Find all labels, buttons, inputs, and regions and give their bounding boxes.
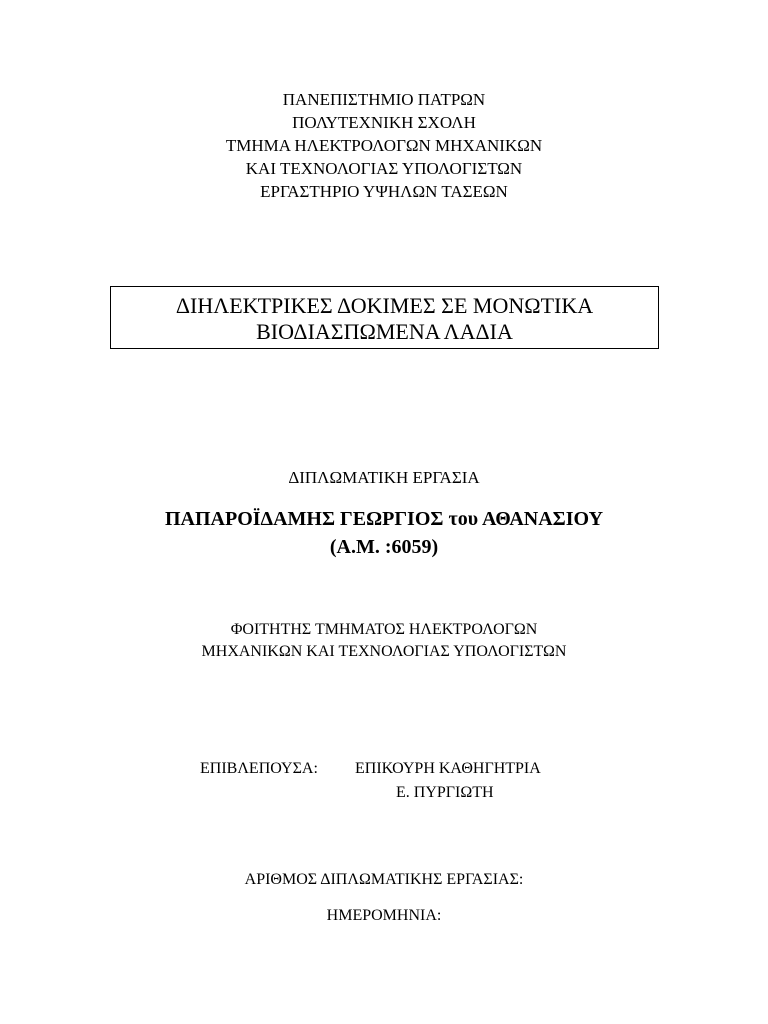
school-name: ΠΟΛΥΤΕΧΝΙΚΗ ΣΧΟΛΗ — [292, 113, 476, 132]
laboratory-name: ΕΡΓΑΣΤΗΡΙΟ ΥΨΗΛΩΝ ΤΑΣΕΩΝ — [260, 182, 508, 201]
supervisor-label: ΕΠΙΒΛΕΠΟΥΣΑ: — [200, 760, 318, 777]
author-name: ΠΑΠΑΡΟΪΔΑΜΗΣ ΓΕΩΡΓΙΟΣ του ΑΘΑΝΑΣΙΟΥ — [164, 508, 604, 530]
supervisor-role: ΕΠΙΚΟΥΡΗ ΚΑΘΗΓΗΤΡΙΑ — [355, 760, 541, 777]
thesis-title-line2: ΒΙΟΔΙΑΣΠΩΜΕΝΑ ΛΑΔΙΑ — [256, 319, 513, 344]
student-id: (Α.Μ. :6059) — [329, 536, 439, 558]
thesis-title-box — [110, 286, 659, 349]
student-description — [0, 619, 768, 663]
thesis-number-label: ΑΡΙΘΜΟΣ ΔΙΠΛΩΜΑΤΙΚΗΣ ΕΡΓΑΣΙΑΣ: — [244, 871, 524, 888]
institution-header — [0, 88, 768, 203]
date-label: ΗΜΕΡΟΜΗΝΙΑ: — [326, 907, 442, 924]
supervisor-name: Ε. ΠΥΡΓΙΩΤΗ — [396, 784, 494, 801]
department-name-line1: ΤΜΗΜΑ ΗΛΕΚΤΡΟΛΟΓΩΝ ΜΗΧΑΝΙΚΩΝ — [225, 136, 543, 155]
author-block — [0, 505, 768, 561]
thesis-title-line1: ΔΙΗΛΕΚΤΡΙΚΕΣ ΔΟΚΙΜΕΣ ΣΕ ΜΟΝΩΤΙΚΑ — [175, 293, 594, 318]
student-description-line1: ΦΟΙΤΗΤΗΣ ΤΜΗΜΑΤΟΣ ΗΛΕΚΤΡΟΛΟΓΩΝ — [230, 621, 538, 638]
university-name: ΠΑΝΕΠΙΣΤΗΜΙΟ ΠΑΤΡΩΝ — [282, 90, 486, 109]
student-description-line2: ΜΗΧΑΝΙΚΩΝ ΚΑΙ ΤΕΧΝΟΛΟΓΙΑΣ ΥΠΟΛΟΓΙΣΤΩΝ — [201, 643, 567, 660]
thesis-type: ΔΙΠΛΩΜΑΤΙΚΗ ΕΡΓΑΣΙΑ — [288, 468, 480, 487]
department-name-line2: ΚΑΙ ΤΕΧΝΟΛΟΓΙΑΣ ΥΠΟΛΟΓΙΣΤΩΝ — [245, 159, 523, 178]
